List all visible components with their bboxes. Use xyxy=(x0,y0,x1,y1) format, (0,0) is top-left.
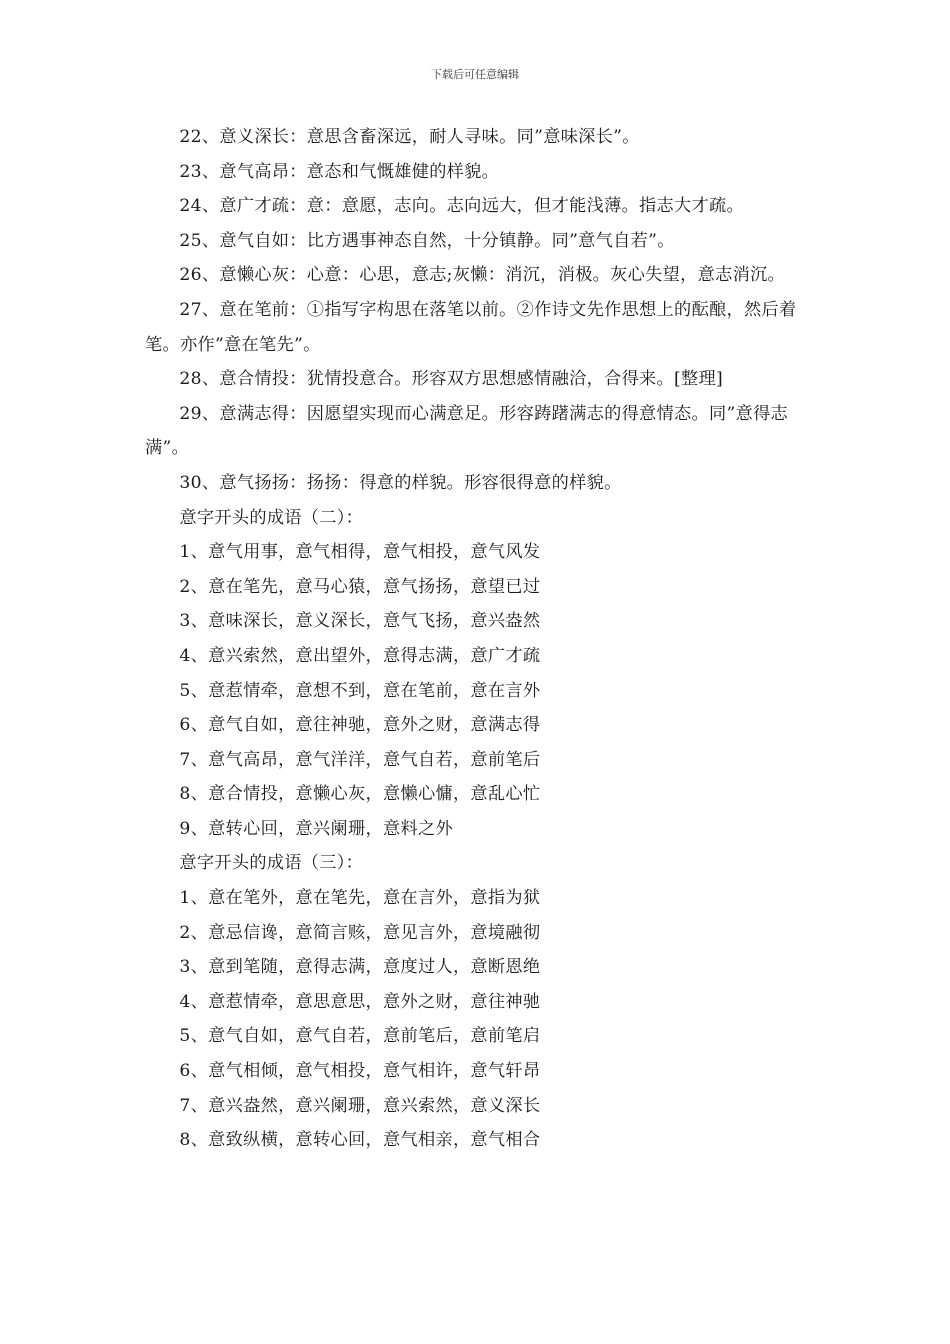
idiom-line: 3、意到笔随，意得志满，意度过人，意断恩绝 xyxy=(179,957,541,978)
page-header: 下载后可任意编辑 xyxy=(431,68,519,81)
idiom-line: 5、意气自如，意气自若，意前笔后，意前笔启 xyxy=(179,1026,541,1047)
idiom-line: 8、意致纵横，意转心回，意气相亲，意气相合 xyxy=(179,1130,541,1151)
paragraph: 23、意气高昂：意态和气慨雄健的样貌。 xyxy=(179,161,500,182)
idiom-line: 1、意气用事，意气相得，意气相投，意气风发 xyxy=(179,542,541,563)
idiom-line: 6、意气自如，意往神驰，意外之财，意满志得 xyxy=(179,715,541,736)
idiom-line: 1、意在笔外，意在笔先，意在言外，意指为狱 xyxy=(179,888,541,909)
idiom-line: 8、意合情投，意懒心灰，意懒心慵，意乱心忙 xyxy=(179,784,541,805)
idiom-line: 4、意兴索然，意出望外，意得志满，意广才疏 xyxy=(179,645,541,666)
idiom-line: 7、意气高昂，意气洋洋，意气自若，意前笔后 xyxy=(179,749,541,770)
section-heading: 意字开头的成语（二）： xyxy=(179,507,364,528)
idiom-line: 2、意忌信谗，意简言赅，意见言外，意境融彻 xyxy=(179,922,541,943)
idiom-line: 6、意气相倾，意气相投，意气相许，意气轩昂 xyxy=(179,1061,541,1082)
idiom-line: 9、意转心回，意兴阑珊，意料之外 xyxy=(179,818,453,839)
idiom-line: 7、意兴盎然，意兴阑珊，意兴索然，意义深长 xyxy=(179,1095,541,1116)
paragraph: 30、意气扬扬：扬扬：得意的样貌。形容很得意的样貌。 xyxy=(179,472,622,493)
document-body xyxy=(145,120,810,1158)
idiom-line: 3、意味深长，意义深长，意气飞扬，意兴盎然 xyxy=(179,611,541,632)
paragraph: 25、意气自如：比方遇事神态自然，十分镇静。同”意气自若”。 xyxy=(179,230,675,251)
idiom-line: 2、意在笔先，意马心猿，意气扬扬，意望已过 xyxy=(179,576,541,597)
section-heading: 意字开头的成语（三）： xyxy=(179,853,364,874)
paragraph: 28、意合情投：犹情投意合。形容双方思想感情融洽，合得来。[整理] xyxy=(179,369,724,390)
paragraph: 29、意满志得：因愿望实现而心满意足。形容踌躇满志的得意情态。同”意得志满”。 xyxy=(145,403,789,459)
paragraph: 27、意在笔前：①指写字构思在落笔以前。②作诗文先作思想上的酝酿，然后着笔。亦作”意在笔先”。 xyxy=(145,299,797,355)
idiom-line: 5、意惹情牵，意想不到，意在笔前，意在言外 xyxy=(179,680,541,701)
paragraph: 26、意懒心灰：心意：心思，意志;灰懒：消沉，消极。灰心失望，意志消沉。 xyxy=(179,265,786,286)
paragraph: 24、意广才疏：意：意愿，志向。志向远大，但才能浅薄。指志大才疏。 xyxy=(179,196,744,217)
idiom-line: 4、意惹情牵，意思意思，意外之财，意往神驰 xyxy=(179,991,541,1012)
paragraph: 22、意义深长：意思含畜深远，耐人寻味。同”意味深长”。 xyxy=(179,127,640,147)
